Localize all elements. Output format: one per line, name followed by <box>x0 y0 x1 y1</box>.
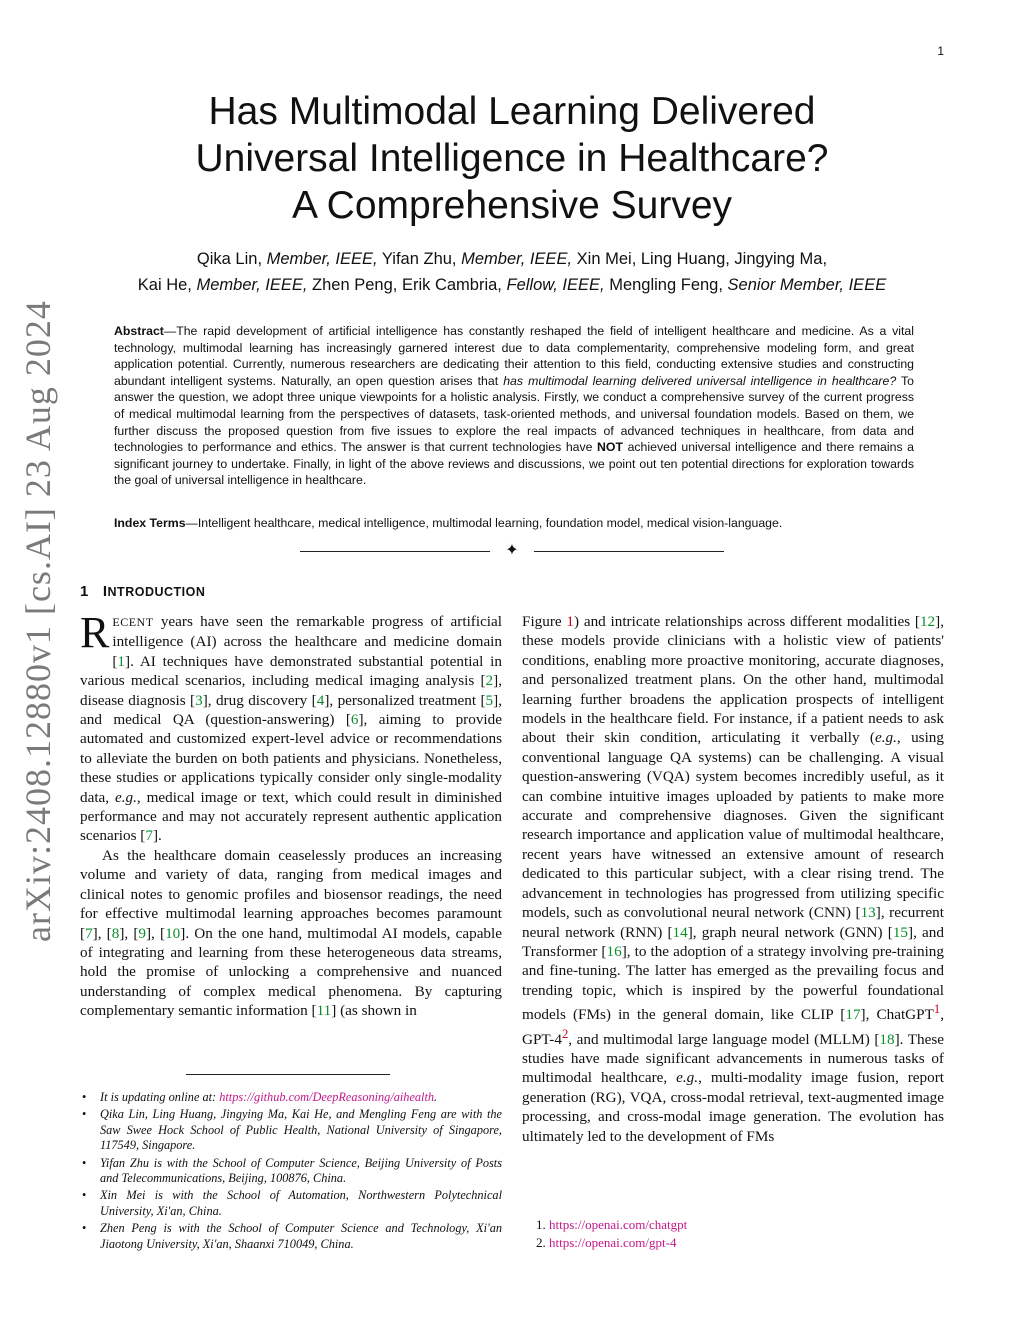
citation-link[interactable]: 6 <box>350 711 359 729</box>
citation-link[interactable]: 3 <box>195 691 203 709</box>
figure-link[interactable]: 1 <box>566 613 575 630</box>
abstract-emphasis: NOT <box>597 440 624 455</box>
index-terms-text: —Intelligent healthcare, medical intelligence, multimodal learning, foundation model, medical vision-language. <box>185 516 783 530</box>
note-number: 2. <box>536 1235 546 1250</box>
note-number: 1. <box>536 1217 546 1232</box>
footnote-item: • Xin Mei is with the School of Automation, Northwestern Polytechnical University, Xi'an, China. <box>100 1188 502 1219</box>
text: ) and intricate relationships across different modalities [ <box>574 613 920 630</box>
right-column <box>522 612 944 1146</box>
abstract-text: To answer the question, we adopt three unique viewpoints for a holistic analysis. Firstly, we conduct a comprehensive survey of the current progress of medical multimodal learning from the perspectives of datasets, task-oriented methods, and universal foundation models. Based on them, we further discuss the proposed question from five issues to explore the real impacts of advanced techniques in healthcare, from data and technologies to performance and ethics. The answer is that current technologies have <box>114 373 915 455</box>
footnote-item: • Qika Lin, Ling Huang, Jingying Ma, Kai He, and Mengling Feng are with the Saw Swee Hock School of Public Health, National University of Singapore, 117549, Singapore. <box>100 1107 502 1153</box>
author-role: Member, IEEE, <box>461 250 573 268</box>
section-title-rest: NTRODUCTION <box>107 585 206 599</box>
author: Kai He, <box>137 276 192 294</box>
citation-link[interactable]: 4 <box>316 691 325 709</box>
text: ], these models provide clinicians with a holistic view of patients' conditions, enabling more proactive monitoring, accurate diagnoses, and personalized treatment plans. On the other hand, multimodal learning further broadens the application prospects of intelligent models in the healthcare field. For instance, if a patient needs to ask about their skin condition, articulating it verbally ( <box>522 613 944 747</box>
author: Zhen Peng, Erik Cambria, <box>312 276 502 294</box>
paragraph <box>80 608 503 846</box>
author-role: Fellow, IEEE, <box>506 276 605 294</box>
footnote-item <box>100 1090 502 1105</box>
divider-line-left <box>300 551 490 552</box>
author-role: Member, IEEE, <box>266 250 378 268</box>
abstract-question: has multimodal learning delivered universal intelligence in healthcare? <box>503 373 897 388</box>
citation-link[interactable]: 11 <box>316 1002 332 1020</box>
divider-line-right <box>534 551 724 552</box>
paragraph <box>80 846 502 1021</box>
text: e.g. <box>676 1069 699 1087</box>
github-link[interactable]: https://github.com/DeepReasoning/aihealth <box>219 1090 435 1104</box>
footnote-marker[interactable]: 2 <box>561 1026 569 1041</box>
citation-link[interactable]: 16 <box>606 942 622 960</box>
text: As the healthcare domain ceaselessly produces an increasing volume and variety of data, ranging from medical images and clinical notes to genomic profiles and biosensor readings, the need for effective multimodal learning approaches becomes paramount [ <box>80 846 502 942</box>
text: . <box>434 1090 438 1104</box>
text: ], graph neural network (GNN) [ <box>687 923 893 941</box>
citation-link[interactable]: 1 <box>117 652 126 670</box>
text: e.g. <box>874 729 897 747</box>
section-divider <box>300 544 724 558</box>
text: years have seen the remarkable progress of artificial intelligence (AI) across the healthcare and medicine domain [ <box>112 613 502 670</box>
text: ], [ <box>92 924 112 942</box>
author: Xin Mei, Ling Huang, Jingying Ma, <box>576 250 828 268</box>
title-line-2: Universal Intelligence in Healthcare? <box>195 137 829 180</box>
footnote-item: • Zhen Peng is with the School of Computer Science and Technology, Xi'an Jiaotong University, Xi'an, Shaanxi 710049, China. <box>100 1221 502 1252</box>
text: ], [ <box>146 924 166 942</box>
abstract-label: Abstract <box>114 324 164 338</box>
text: , using conventional language QA systems) can be challenging. A visual question-answering (VQA) system becomes incredibly useful, as it can combine intuitive images uploaded by patients to make more accurate and comprehensive diagnoses. Given the significant research importance and application value of multimodal healthcare, recent years have witnessed an extensive amount of research dedicated to this particular subject, with a clear rising trend. The advancement in technologies has progressed from utilizing specific models, such as convolutional neural network (CNN) [ <box>522 729 944 922</box>
index-terms-label: Index Terms <box>114 516 186 530</box>
url-footnotes <box>536 1216 687 1252</box>
text: ], to the adoption of a strategy involving pre-training and fine-tuning. The latter has emerged as the prevailing focus and trending topic, which is inspired by the powerful foundational models (FMs) in the general domain, like CLIP [ <box>522 942 944 1024</box>
citation-link[interactable]: 10 <box>165 924 181 942</box>
footnotes <box>80 1090 502 1254</box>
smallcap-word: ECENT <box>112 615 154 629</box>
citation-link[interactable]: 12 <box>919 613 936 630</box>
citation-link[interactable]: 14 <box>672 923 688 941</box>
text: ], disease diagnosis [ <box>80 672 502 709</box>
text: ], drug discovery [ <box>202 691 317 709</box>
index-terms <box>114 515 914 531</box>
text: ], personalized treatment [ <box>324 691 486 709</box>
author-role: Senior Member, IEEE <box>727 276 887 294</box>
footnote-rule <box>186 1074 390 1075</box>
abstract-text: achieved universal intelligence and there remains a significant journey to undertake. Finally, in light of the above reviews and discussions, we point out ten potential directions for exploration towards the goal of universal intelligence in healthcare. <box>114 440 914 488</box>
text: ] (as shown in <box>331 1002 417 1020</box>
text: ]. <box>152 827 162 845</box>
text: ], aiming to provide automated and customized expert-level advice or recommendations to alleviate the burden on both patients and physicians. Nonetheless, these studies or applications typically consider only single-modality data, <box>80 711 502 806</box>
abstract-text: —The rapid development of artificial intelligence has constantly reshaped the field of intelligent healthcare and medicine. As a vital technology, multimodal learning has increasingly garnered interest due to data complementarity, comprehensive modeling form, and great application potential. Currently, numerous researchers are dedicating their attention to this field, conducting extensive studies and constructing abundant intelligent systems. Naturally, an open question arises that <box>114 324 914 388</box>
text: ]. AI techniques have demonstrated substantial potential in various medical scenarios, including medical imaging analysis [ <box>80 652 502 690</box>
citation-link[interactable]: 7 <box>145 827 153 845</box>
section-initial: I <box>102 583 108 600</box>
abstract <box>114 323 914 489</box>
gpt4-link[interactable]: https://openai.com/gpt-4 <box>549 1235 677 1250</box>
paper-title <box>0 88 1024 229</box>
citation-link[interactable]: 2 <box>485 672 494 690</box>
citation-link[interactable]: 13 <box>860 904 876 922</box>
text: , multi-modality image fusion, report generation (RG), VQA, cross-modal retrieval, text-augmented image processing, and cross-modal image generation. The evolution has ultimately led to the development of FMs <box>522 1069 944 1145</box>
citation-link[interactable]: 8 <box>111 924 120 942</box>
citation-link[interactable]: 5 <box>485 691 494 709</box>
section-heading <box>80 583 205 600</box>
author: Qika Lin, <box>196 250 263 268</box>
text: ], and medical QA (question-answering) [ <box>80 691 502 729</box>
url-note <box>536 1216 687 1234</box>
divider-star-icon: ✦ <box>505 542 519 559</box>
citation-link[interactable]: 7 <box>85 924 93 942</box>
footnote-item: • Yifan Zhu is with the School of Computer Science, Beijing University of Posts and Telecommunications, Beijing, 100876, China. <box>100 1156 502 1187</box>
text: ], recurrent neural network (RNN) [ <box>522 904 944 941</box>
citation-link[interactable]: 15 <box>892 923 909 941</box>
url-note <box>536 1234 687 1252</box>
text: e.g. <box>114 788 137 806</box>
title-line-1: Has Multimodal Learning Delivered <box>208 90 816 133</box>
text: Figure <box>522 613 567 630</box>
page-number: 1 <box>937 44 944 58</box>
dropcap: R <box>80 608 110 657</box>
citation-link[interactable]: 17 <box>845 1006 861 1024</box>
text: , medical image or text, which could result in diminished performance and may not accurately represent authentic application scenarios [ <box>80 788 503 845</box>
author-list <box>60 246 964 298</box>
author: Mengling Feng, <box>609 276 723 294</box>
text: , GPT-4 <box>522 1006 944 1048</box>
author: Yifan Zhu, <box>381 250 457 268</box>
left-column <box>80 608 503 1021</box>
citation-link[interactable]: 9 <box>138 924 146 942</box>
text: , and multimodal large language model (MLLM) [ <box>568 1030 880 1048</box>
text: ]. On the one hand, multimodal AI models, capable of integrating and learning from these heterogeneous data streams, hold the promise of unlocking a comprehensive and nuanced understanding of complex medical phenomena. By capturing complementary semantic information [ <box>80 924 502 1020</box>
section-number: 1 <box>80 583 89 600</box>
chatgpt-link[interactable]: https://openai.com/chatgpt <box>549 1217 688 1232</box>
citation-link[interactable]: 18 <box>879 1030 895 1048</box>
text: ]. These studies have made significant advancements in numerous tasks of multimodal healthcare, <box>522 1030 944 1087</box>
text: ], [ <box>119 924 139 942</box>
title-line-3: A Comprehensive Survey <box>291 184 733 227</box>
text: ], ChatGPT <box>860 1006 934 1024</box>
arxiv-stamp: arXiv:2408.12880v1 [cs.AI] 23 Aug 2024 <box>18 300 58 942</box>
author-role: Member, IEEE, <box>196 276 308 294</box>
text: It is updating online at: <box>100 1090 220 1104</box>
footnote-marker[interactable]: 1 <box>933 1002 941 1017</box>
text: ], and Transformer [ <box>522 923 944 960</box>
paragraph <box>522 612 944 1146</box>
